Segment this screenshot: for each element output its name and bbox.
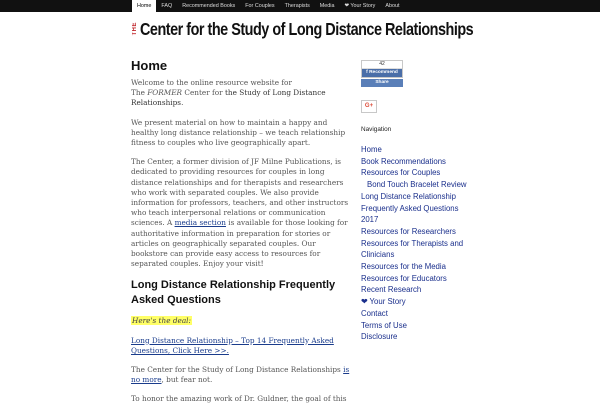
intro-former: FORMER xyxy=(147,88,183,98)
faq-heading: Long Distance Relationship Frequently Asked Questions xyxy=(131,279,336,307)
intro-end: . xyxy=(181,98,184,108)
deal-paragraph xyxy=(131,316,351,326)
navigation-heading: Navigation xyxy=(361,126,392,133)
honor-paragraph: To honor the amazing work of Dr. Guldner, the goal of this xyxy=(131,394,347,404)
facebook-recommend-label: Recommend xyxy=(369,70,398,75)
facebook-count: 42 xyxy=(362,61,402,69)
topnav-for-couples[interactable]: For Couples xyxy=(245,3,275,9)
intro-paragraph xyxy=(131,78,351,109)
sidebar-nav-item[interactable]: Book Recommendations xyxy=(361,156,446,166)
media-section-link[interactable]: media section xyxy=(174,218,226,228)
sidebar-nav-item[interactable]: Clinicians xyxy=(361,250,395,260)
no-more-text-b: , but fear not. xyxy=(161,375,213,385)
sidebar-nav-item[interactable]: Resources for Couples xyxy=(361,168,441,178)
main-content xyxy=(131,56,351,405)
facebook-icon: f xyxy=(366,70,370,75)
site-title[interactable] xyxy=(132,18,546,40)
paragraph-center-text-a: The Center, a former division of JF Milne Publications, is dedicated to providing resources for couples in long distance relationships and for therapists and researchers who work with separated couples. We also provide information for professors, teachers, and other instructors who teach interpersonal relations or communication sciences. A xyxy=(131,157,349,228)
sidebar-nav-item[interactable]: Recent Research xyxy=(361,285,422,295)
sidebar-nav-item[interactable]: Disclosure xyxy=(361,332,398,342)
google-plus-button[interactable]: G+ xyxy=(361,100,377,113)
sidebar-nav-item[interactable]: Terms of Use xyxy=(361,320,407,330)
sidebar-nav-item[interactable]: Contact xyxy=(361,308,388,318)
page-title: Home xyxy=(131,58,168,73)
sidebar-nav-item[interactable]: Home xyxy=(361,145,382,154)
deal-highlight: Here's the deal: xyxy=(132,316,191,326)
no-more-text-a: The Center for the Study of Long Distance Relationships xyxy=(131,365,344,375)
sidebar-nav-list xyxy=(361,144,471,343)
site-title-prefix: THE xyxy=(132,22,138,36)
sidebar-nav-item[interactable]: ❤ Your Story xyxy=(361,297,406,307)
topnav-faq[interactable]: FAQ xyxy=(161,3,173,9)
topnav-home[interactable]: Home xyxy=(132,0,156,12)
top-nav xyxy=(132,0,404,12)
sidebar-nav-item[interactable]: Resources for the Media xyxy=(361,262,446,272)
no-more-paragraph xyxy=(131,365,351,385)
paragraph-center-text-b: is available for those looking for authoritative information in preparation for stories or articles on geographically separated couples. Our bookstore can provide easy access to resources for separated couples. Enjoy your visit xyxy=(131,218,348,269)
sidebar-nav-item[interactable]: Resources for Educators xyxy=(361,273,447,283)
sidebar-nav-item[interactable]: Resources for Researchers xyxy=(361,226,456,236)
topnav-therapists[interactable]: Therapists xyxy=(284,3,310,9)
facebook-widget xyxy=(361,60,403,78)
intro-line-2b: Center for xyxy=(182,88,225,98)
sidebar-nav-item[interactable]: Long Distance Relationship xyxy=(361,191,456,201)
paragraph-center-end: ! xyxy=(260,259,264,269)
intro-center-name: the Study of Long Distance Relationships xyxy=(131,88,326,108)
facebook-recommend-button[interactable] xyxy=(362,69,402,77)
no-more-link[interactable]: is no more xyxy=(131,365,350,385)
paragraph-center xyxy=(131,157,351,269)
topnav-your-story[interactable]: ❤ Your Story xyxy=(344,3,376,9)
sidebar xyxy=(361,60,471,342)
intro-line-1: Welcome to the online resource website for xyxy=(131,78,292,87)
faq-link-paragraph xyxy=(131,336,351,356)
topnav-about[interactable]: About xyxy=(385,3,400,9)
site-title-name[interactable]: Center for the Study of Long Distance Relationships xyxy=(140,18,474,39)
intro-line-2a: The xyxy=(131,88,148,98)
sidebar-nav-item[interactable]: Frequently Asked Questions xyxy=(361,203,459,213)
paragraph-fitness: We present material on how to maintain a happy and healthy long distance relationship – we teach relationship fitness to couples who live geographically apart. xyxy=(131,117,346,148)
facebook-share-button[interactable]: Share xyxy=(361,79,403,87)
sidebar-nav-item[interactable]: Resources for Therapists and xyxy=(361,238,464,248)
topnav-media[interactable]: Media xyxy=(319,3,335,9)
faq-link[interactable]: Long Distance Relationship – Top 14 Frequently Asked Questions, Click Here >>. xyxy=(131,335,334,355)
topnav-recommended-books[interactable]: Recommended Books xyxy=(182,3,236,9)
sidebar-nav-item[interactable]: 2017 xyxy=(361,215,379,225)
sidebar-nav-item[interactable]: Bond Touch Bracelet Review xyxy=(367,180,467,190)
